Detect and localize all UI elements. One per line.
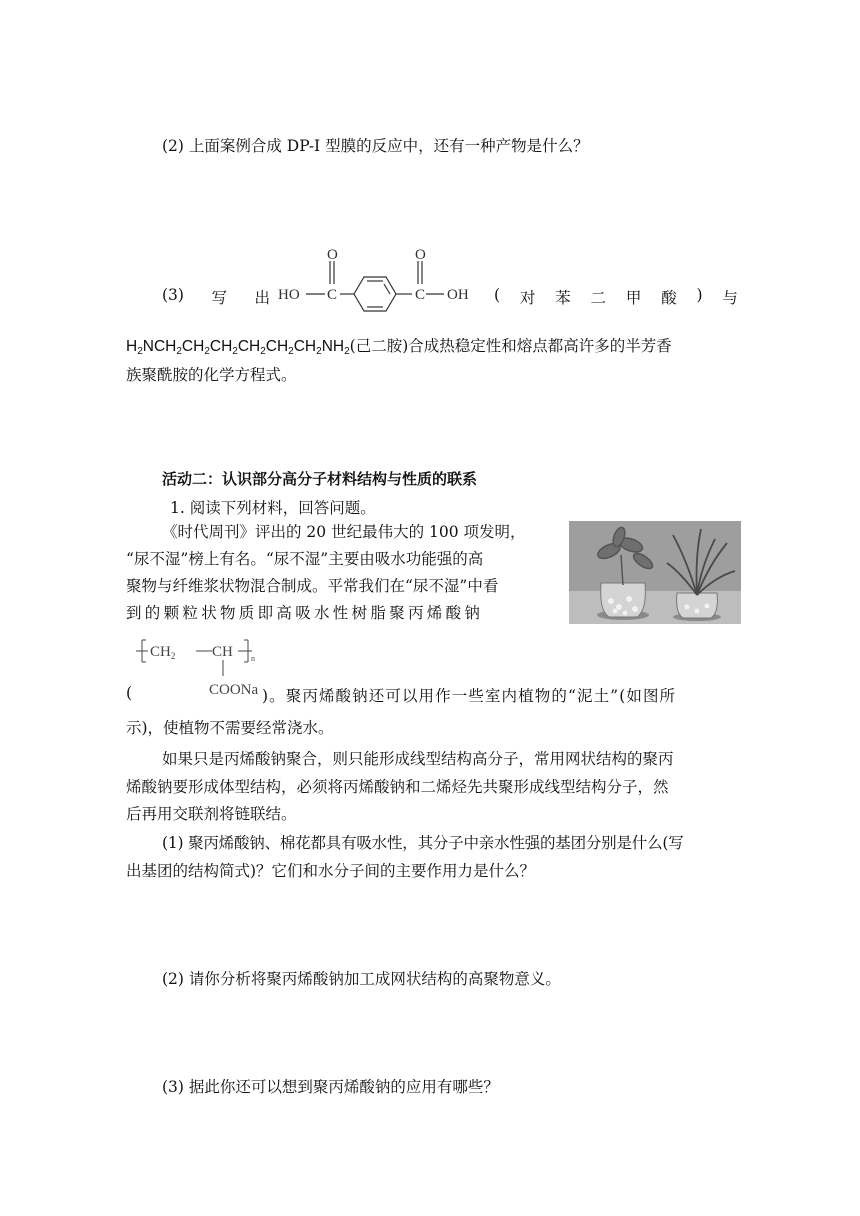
coona-label: COONa — [209, 682, 259, 698]
right-oxygen: O — [415, 247, 426, 263]
material-line-6: 示)，使植物不需要经常浇水。 — [126, 719, 334, 737]
ch2-label: CH — [150, 644, 171, 660]
q3-line-2: $H_2NCH_2CH_2CH_2CH_2CH_2CH_2NH_2$(己二胺)合成热稳定性和熔点都高许多的半芳香 — [126, 337, 672, 357]
material-line-3: 聚物与纤维浆状物混合制成。平常我们在“尿不湿”中看 — [126, 577, 499, 595]
open-paren: ( — [126, 684, 133, 702]
item-1-text: 1. 阅读下列材料，回答问题。 — [170, 499, 376, 517]
activity-2-heading: 活动二：认识部分高分子材料结构与性质的联系 — [162, 470, 478, 488]
svg-text:CH2 — [150, 644, 175, 661]
ch-label: CH — [212, 644, 233, 660]
q3-name-text: ( 对 苯 二 甲 酸 ) 与 — [494, 286, 738, 307]
material-line-4: 到的颗粒状物质即高吸水性树脂聚丙烯酸钠 — [126, 604, 484, 622]
activity-2-q2-text: (2) 请你分析将聚丙烯酸钠加工成网状结构的高聚物意义。 — [162, 970, 561, 988]
hydroxyl-right: OH — [447, 287, 469, 303]
hexanediamine-formula: $H_2NCH_2CH_2CH_2CH_2CH_2CH_2NH_2$ — [126, 338, 350, 357]
paragraph-2-line-1: 如果只是丙烯酸钠聚合，则只能形成线型结构高分子，常用网状结构的聚丙 — [162, 750, 674, 768]
q3-line-3: 族聚酰胺的化学方程式。 — [126, 366, 297, 384]
hydroxyl-left: HO — [278, 287, 300, 303]
material-line-2: “尿不湿”榜上有名。“尿不湿”主要由吸水功能强的高 — [126, 550, 484, 568]
repeat-n: n — [251, 654, 255, 663]
paragraph-2-line-3: 后再用交联剂将链联结。 — [126, 805, 297, 823]
sodium-polyacrylate-structure — [134, 632, 264, 702]
activity-2-q3-text: (3) 据此你还可以想到聚丙烯酸钠的应用有哪些？ — [162, 1078, 499, 1096]
paragraph-2-line-2: 烯酸钠要形成体型结构，必须将丙烯酸钠和二烯烃先共聚形成线型结构分子，然 — [126, 778, 669, 796]
q3-lead-text: (3) 写 出 — [162, 286, 270, 307]
activity-2-q1-line-1: (1) 聚丙烯酸钠、棉花都具有吸水性，其分子中亲水性强的基团分别是什么(写 — [162, 834, 684, 852]
question-2-text: (2) 上面案例合成 DP-I 型膜的反应中，还有一种产物是什么？ — [162, 137, 589, 155]
plant-photo — [569, 521, 741, 624]
activity-2-q1-line-2: 出基团的结构简式)？它们和水分子间的主要作用力是什么？ — [126, 862, 536, 880]
material-line-1: 《时代周刊》评出的 20 世纪最伟大的 100 项发明， — [162, 523, 526, 541]
plant-photo-illustration — [569, 521, 741, 624]
material-line-5: )。聚丙烯酸钠还可以用作一些室内植物的“泥土”(如图所 — [262, 687, 677, 705]
carbon-right: C — [415, 287, 426, 303]
terephthalic-acid-structure — [276, 244, 486, 314]
left-oxygen: O — [327, 247, 338, 263]
ch2-subscript: 2 — [170, 651, 176, 661]
carbon-left: C — [327, 287, 338, 303]
